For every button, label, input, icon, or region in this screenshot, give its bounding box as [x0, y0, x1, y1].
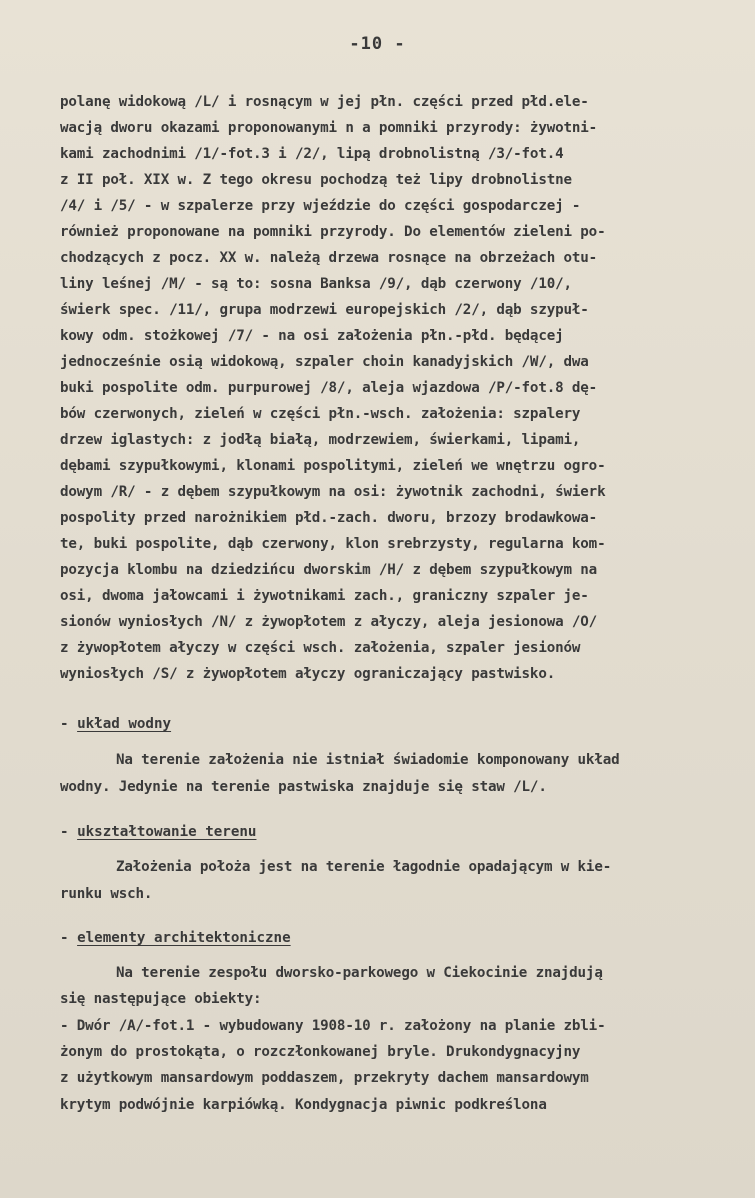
heading-water-text: układ wodny — [77, 716, 172, 732]
text-line: z użytkowym mansardowym poddaszem, przekryty dachem mansardowym — [60, 1070, 589, 1087]
text-line: Na terenie zespołu dworsko-parkowego w Ciekocinie znajdują — [116, 965, 603, 981]
text-line: również proponowane na pomniki przyrody. Do elementów zieleni po- — [60, 224, 606, 240]
text-line: bów czerwonych, zieleń w części płn.-wsch. założenia: szpalery — [60, 406, 581, 422]
text-line: dębami szypułkowymi, klonami pospolitymi, zieleń we wnętrzu ogro- — [60, 458, 606, 474]
text-line: /4/ i /5/ - w szpalerze przy wjeździe do części gospodarczej - — [60, 198, 581, 214]
text-line: z żywopłotem ałyczy w części wsch. założenia, szpaler jesionów — [60, 640, 581, 656]
text-line: wodny. Jedynie na terenie pastwiska znajduje się staw /L/. — [60, 778, 547, 795]
text-line: - Dwór /A/-fot.1 - wybudowany 1908-10 r. założony na planie zbli- — [60, 1017, 606, 1034]
text-line: wacją dworu okazami proponowanymi n a pomniki przyrody: żywotni- — [60, 120, 598, 136]
text-line: żonym do prostokąta, o rozczłonkowanej bryle. Drukondygnacyjny — [60, 1043, 581, 1060]
text-line: z II poł. XIX w. Z tego okresu pochodzą też lipy drobnolistne — [60, 172, 572, 188]
text-line: wyniosłych /S/ z żywopłotem ałyczy ograniczający pastwisko. — [60, 666, 556, 682]
text-line: kami zachodnimi /1/-fot.3 i /2/, lipą drobnolistną /3/-fot.4 — [60, 146, 564, 162]
text-line: polanę widokową /L/ i rosnącym w jej płn. części przed płd.ele- — [60, 94, 589, 110]
text-line: te, buki pospolite, dąb czerwony, klon srebrzysty, regularna kom- — [60, 536, 606, 552]
text-line: sionów wyniosłych /N/ z żywopłotem z ałyczy, aleja jesionowa /O/ — [60, 614, 598, 630]
text-line: się następujące obiekty: — [60, 991, 262, 1008]
text-line: drzew iglastych: z jodłą białą, modrzewiem, świerkami, lipami, — [60, 432, 581, 448]
heading-terrain-text: ukształtowanie terenu — [77, 824, 257, 840]
heading-terrain — [60, 822, 256, 842]
text-line: osi, dwoma jałowcami i żywotnikami zach., graniczny szpaler je- — [60, 588, 589, 604]
heading-water-system — [60, 714, 171, 734]
text-line: liny leśnej /M/ - są to: sosna Banksa /9/, dąb czerwony /10/, — [60, 276, 572, 292]
heading-dash: - — [60, 716, 69, 732]
text-line: dowym /R/ - z dębem szypułkowym na osi: żywotnik zachodni, świerk — [60, 484, 606, 500]
heading-dash: - — [60, 824, 69, 840]
text-line: Na terenie założenia nie istniał świadomie komponowany układ — [116, 752, 620, 768]
heading-architecture-text: elementy architektoniczne — [77, 930, 291, 946]
text-line: jednocześnie osią widokową, szpaler choin kanadyjskich /W/, dwa — [60, 354, 589, 370]
text-line: świerk spec. /11/, grupa modrzewi europejskich /2/, dąb szypuł- — [60, 302, 589, 318]
text-line: runku wsch. — [60, 885, 153, 902]
text-line: chodzących z pocz. XX w. należą drzewa rosnące na obrzeżach otu- — [60, 250, 598, 266]
text-line: Założenia położa jest na terenie łagodnie opadającym w kie- — [116, 859, 612, 875]
heading-architecture — [60, 928, 291, 948]
text-line: buki pospolite odm. purpurowej /8/, aleja wjazdowa /P/-fot.8 dę- — [60, 380, 598, 396]
text-line: kowy odm. stożkowej /7/ - na osi założenia płn.-płd. będącej — [60, 328, 564, 344]
heading-dash: - — [60, 930, 69, 946]
text-line: krytym podwójnie karpiówką. Kondygnacja piwnic podkreślona — [60, 1096, 547, 1113]
text-line: pozycja klombu na dziedzińcu dworskim /H/ z dębem szypułkowym na — [60, 562, 598, 578]
text-line: pospolity przed narożnikiem płd.-zach. dworu, brzozy brodawkowa- — [60, 510, 598, 526]
page-number: -10 - — [349, 34, 406, 54]
